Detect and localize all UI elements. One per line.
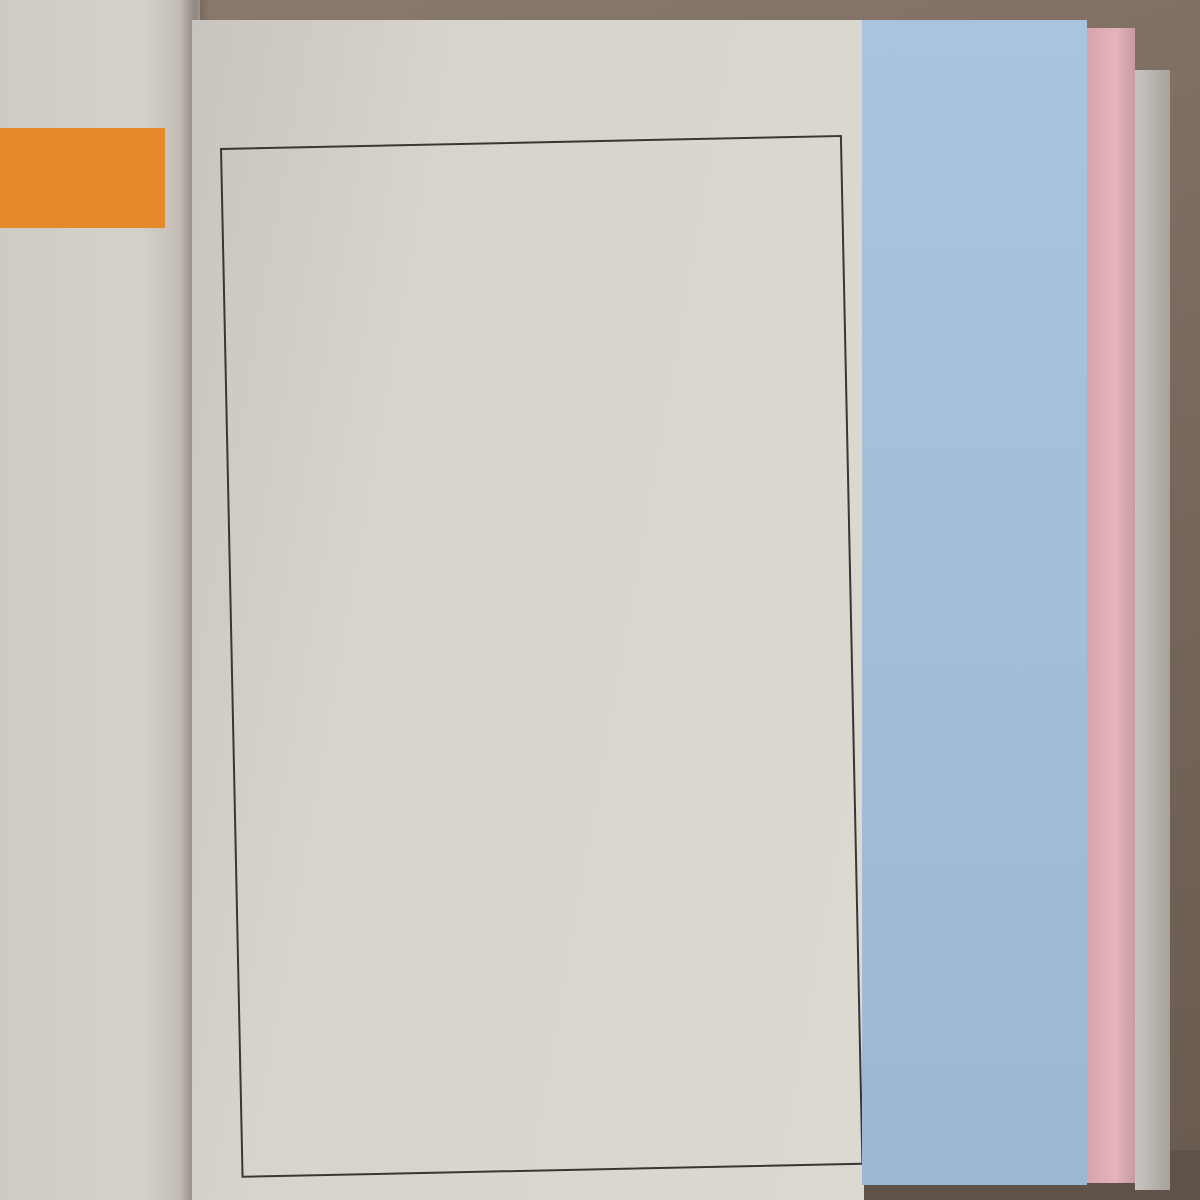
task-table [220,135,863,1178]
orange-heading-block [0,128,165,228]
book-cover-spine [1135,70,1170,1190]
left-page [0,0,200,1200]
book-cover-blue [862,20,1087,1185]
book-cover-pink-edge [1087,28,1135,1183]
